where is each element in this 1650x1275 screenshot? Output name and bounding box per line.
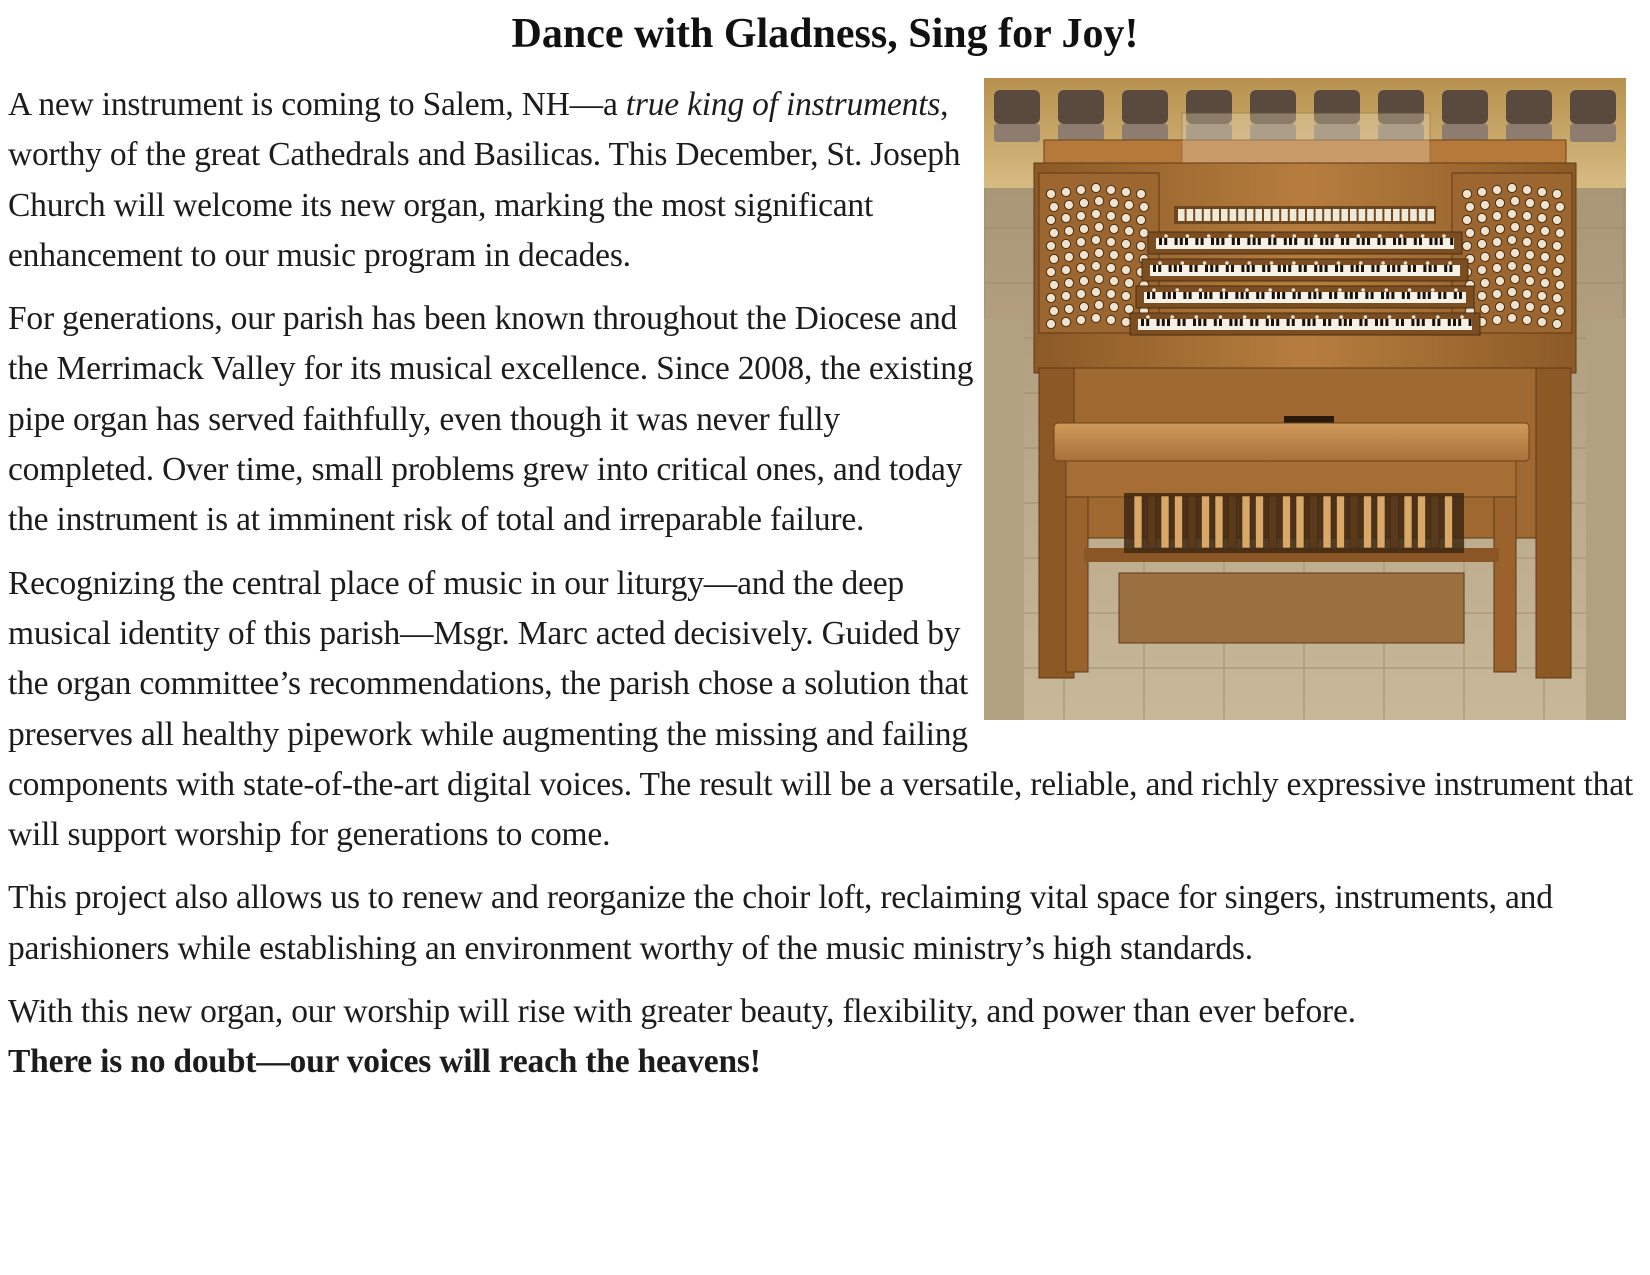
paragraph-decision: Recognizing the central place of music in our liturgy—and the deep musical identity of this parish—Msgr. Marc acted decisively. Guided by the organ committee’s recommendations, the parish chose a solution that preserves all healthy pipework while augmenting the missing and failing components with state-of-the-art digital voices. The result will be a versatile, reliable, and richly expressive instrument that will support worship for generations to come.: [8, 564, 1634, 854]
conclusion-text: With this new organ, our worship will rise with greater beauty, flexibility, and power than ever before.: [8, 993, 1356, 1031]
intro-text-end: , worthy of the great Cathedrals and Basilicas. This December, St. Joseph Church will welcome its new organ, marking the most significant enhancement to our music program in decades.: [8, 86, 961, 274]
intro-italic-phrase: true king of instruments: [625, 86, 941, 123]
closing-statement: There is no doubt—our voices will reach the heavens!: [8, 1043, 761, 1081]
image-float-spacer: [986, 74, 1644, 724]
paragraph-choir-loft: This project also allows us to renew and reorganize the choir loft, reclaiming vital space for singers, instruments, and parishioners while establishing an environment worthy of the music ministry’s high standards.: [8, 879, 1553, 967]
page-title: Dance with Gladness, Sing for Joy!: [511, 11, 1139, 57]
article-body: [8, 80, 1644, 1101]
paragraph-conclusion: [8, 987, 1644, 1088]
intro-text-start: A new instrument is coming to Salem, NH—a: [8, 86, 626, 123]
paragraph-history: For generations, our parish has been known throughout the Diocese and the Merrimack Valley for its musical excellence. Since 2008, the existing pipe organ has served faithfully, even though it was never fully completed. Over time, small problems grew into critical ones, and today the instrument is at imminent risk of total and irreparable failure.: [8, 300, 974, 539]
